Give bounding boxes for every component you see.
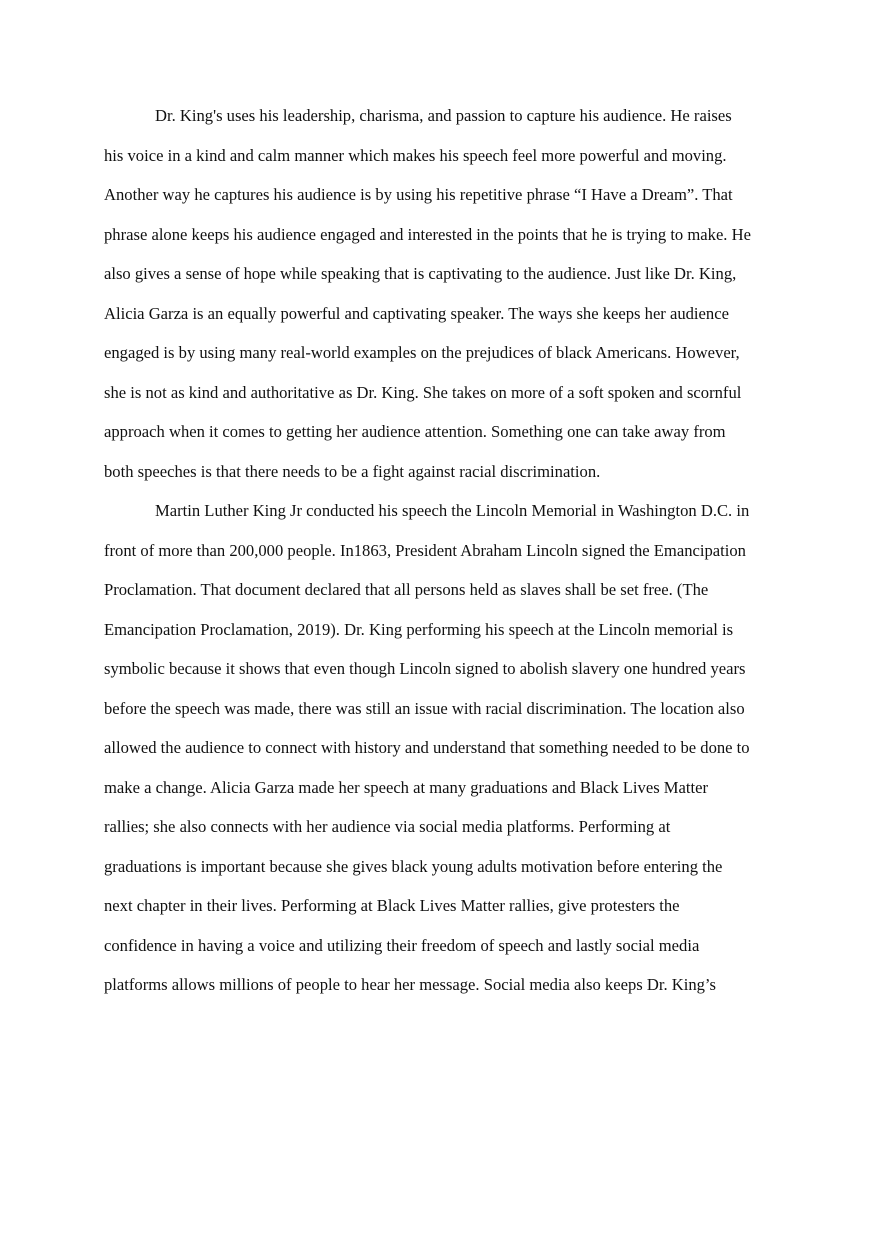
text-line: also gives a sense of hope while speaking that is captivating to the audience. Just like Dr. King, <box>104 264 737 283</box>
text-line: engaged is by using many real-world examples on the prejudices of black Americans. However, <box>104 343 740 362</box>
text-line: symbolic because it shows that even though Lincoln signed to abolish slavery one hundred years <box>104 659 746 678</box>
text-line: phrase alone keeps his audience engaged and interested in the points that he is trying to make. He <box>104 224 751 244</box>
paragraph <box>104 491 794 1005</box>
text-line: make a change. Alicia Garza made her speech at many graduations and Black Lives Matter <box>104 777 709 797</box>
text-line: Another way he captures his audience is by using his repetitive phrase “I Have a Dream”. That <box>104 185 733 204</box>
document-page <box>104 96 794 1005</box>
text-line: Proclamation. That document declared that all persons held as slaves shall be set free. (The <box>104 580 709 599</box>
text-line: she is not as kind and authoritative as Dr. King. She takes on more of a soft spoken and scornful <box>104 382 742 402</box>
text-line: Emancipation Proclamation, 2019). Dr. King performing his speech at the Lincoln memorial is <box>104 619 734 639</box>
text-line: Alicia Garza is an equally powerful and captivating speaker. The ways she keeps her audience <box>104 303 729 323</box>
text-line: confidence in having a voice and utilizing their freedom of speech and lastly social media <box>104 935 700 955</box>
text-line: rallies; she also connects with her audience via social media platforms. Performing at <box>104 817 671 836</box>
text-line: allowed the audience to connect with history and understand that something needed to be done to <box>104 738 750 757</box>
text-line: Martin Luther King Jr conducted his speech the Lincoln Memorial in Washington D.C. in <box>155 501 750 520</box>
text-line: his voice in a kind and calm manner which makes his speech feel more powerful and moving. <box>104 145 727 165</box>
text-line: graduations is important because she gives black young adults motivation before entering the <box>104 856 723 876</box>
paragraph <box>104 96 794 491</box>
text-line: approach when it comes to getting her audience attention. Something one can take away from <box>104 422 726 441</box>
text-line: platforms allows millions of people to hear her message. Social media also keeps Dr. King’s <box>104 975 716 994</box>
text-line: Dr. King's uses his leadership, charisma, and passion to capture his audience. He raises <box>155 106 732 125</box>
text-line: before the speech was made, there was still an issue with racial discrimination. The location also <box>104 698 745 718</box>
text-line: next chapter in their lives. Performing at Black Lives Matter rallies, give protesters the <box>104 896 680 915</box>
text-line: front of more than 200,000 people. In1863, President Abraham Lincoln signed the Emancipation <box>104 540 746 560</box>
text-line: both speeches is that there needs to be a fight against racial discrimination. <box>104 461 601 481</box>
